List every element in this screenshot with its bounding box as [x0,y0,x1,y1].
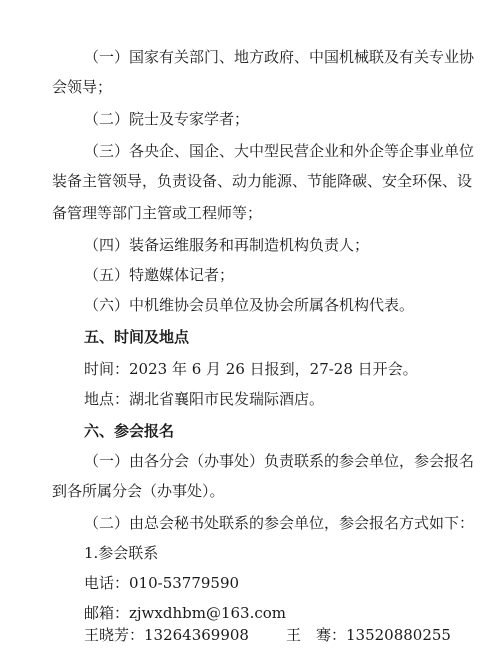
attendee-line-7: （四）装备运维服务和再制造机构负责人； [84,236,370,254]
attendee-line-5: 装备主管领导，负责设备、动力能源、节能降碳、安全环保、设 [52,172,473,190]
attendee-line-1: （一）国家有关部门、地方政府、中国机械联及有关专业协 [84,48,475,66]
attendee-line-3: （二）院士及专家学者； [84,110,250,128]
attendee-line-9: （六）中机维协会员单位及协会所属各机构代表。 [84,296,415,314]
registration-item-2: （二）由总会秘书处联系的参会单位，参会报名方式如下： [84,514,475,532]
registration-phone: 电话：010-53779590 [84,574,240,592]
section-6-heading: 六、参会报名 [84,422,175,440]
meeting-time: 时间：2023 年 6 月 26 日报到，27-28 日开会。 [84,360,418,378]
attendee-line-4: （三）各央企、国企、大中型民营企业和外企等企事业单位 [84,142,475,160]
registration-item-1-line-1: （一）由各分会（办事处）负责联系的参会单位，参会报名 [84,452,475,470]
attendee-line-8: （五）特邀媒体记者； [84,266,235,284]
section-5-heading: 五、时间及地点 [84,328,190,346]
contact-person-1: 王晓芳：13264369908 [84,626,249,644]
contact-person-2: 王 骞：13520880255 [286,626,451,644]
registration-email: 邮箱：zjwxdhbm@163.com [84,604,286,622]
registration-item-1-line-2: 到各所属分会（办事处）。 [52,482,225,500]
attendee-line-6: 备管理等部门主管或工程师等； [52,204,263,222]
registration-sub-heading-1: 1.参会联系 [84,544,159,562]
meeting-place: 地点：湖北省襄阳市民发瑞际酒店。 [84,390,325,408]
attendee-line-2: 会领导； [52,78,113,96]
